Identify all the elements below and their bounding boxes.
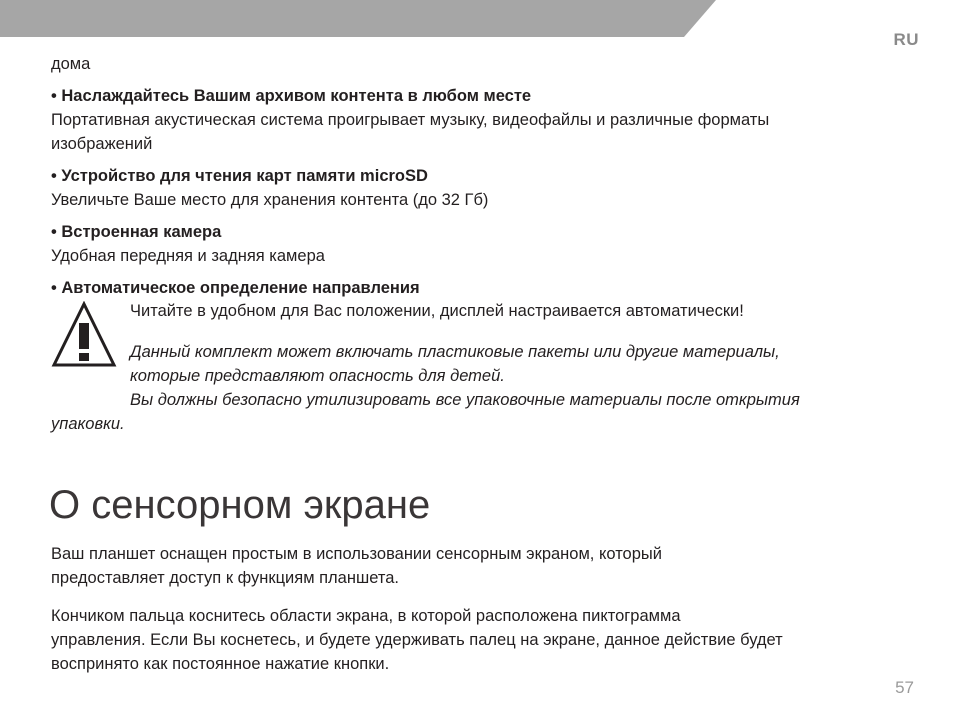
feature-desc-archive-line1: Портативная акустическая система проигрывает музыку, видеофайлы и различные форматы bbox=[51, 111, 770, 129]
touchscreen-para1-line2: предоставляет доступ к функциям планшета. bbox=[51, 569, 399, 587]
feature-title-microsd: • Устройство для чтения карт памяти microSD bbox=[51, 167, 428, 185]
touchscreen-para2-line2: управления. Если Вы коснетесь, и будете удерживать палец на экране, данное действие будет bbox=[51, 631, 783, 649]
feature-title-camera: • Встроенная камера bbox=[51, 223, 222, 241]
feature-desc-camera: Удобная передняя и задняя камера bbox=[51, 247, 325, 265]
feature-title-archive: • Наслаждайтесь Вашим архивом контента в любом месте bbox=[51, 87, 532, 105]
warning-text-line4: упаковки. bbox=[51, 415, 125, 433]
feature-desc-orientation: Читайте в удобном для Вас положении, дисплей настраивается автоматически! bbox=[130, 302, 744, 320]
warning-text-line2: которые представляют опасность для детей. bbox=[130, 367, 505, 385]
header-band bbox=[0, 0, 954, 37]
warning-text-line1: Данный комплект может включать пластиковые пакеты или другие материалы, bbox=[130, 343, 780, 361]
touchscreen-para2-line3: воспринято как постоянное нажатие кнопки. bbox=[51, 655, 390, 673]
page-number: 57 bbox=[895, 678, 914, 697]
feature-desc-archive-line2: изображений bbox=[51, 135, 153, 153]
touchscreen-para2-line1: Кончиком пальца коснитесь области экрана, в которой расположена пиктограмма bbox=[51, 607, 681, 625]
warning-text-line3: Вы должны безопасно утилизировать все упаковочные материалы после открытия bbox=[130, 391, 800, 409]
feature-desc-microsd: Увеличьте Ваше место для хранения контента (до 32 Гб) bbox=[51, 191, 489, 209]
section-title: О сенсорном экране bbox=[49, 483, 431, 527]
warning-triangle-icon bbox=[51, 301, 117, 368]
language-label: RU bbox=[893, 30, 919, 49]
touchscreen-para1-line1: Ваш планшет оснащен простым в использовании сенсорным экраном, который bbox=[51, 545, 662, 563]
text-line-doma: дома bbox=[51, 55, 91, 73]
feature-title-orientation: • Автоматическое определение направления bbox=[51, 279, 420, 297]
